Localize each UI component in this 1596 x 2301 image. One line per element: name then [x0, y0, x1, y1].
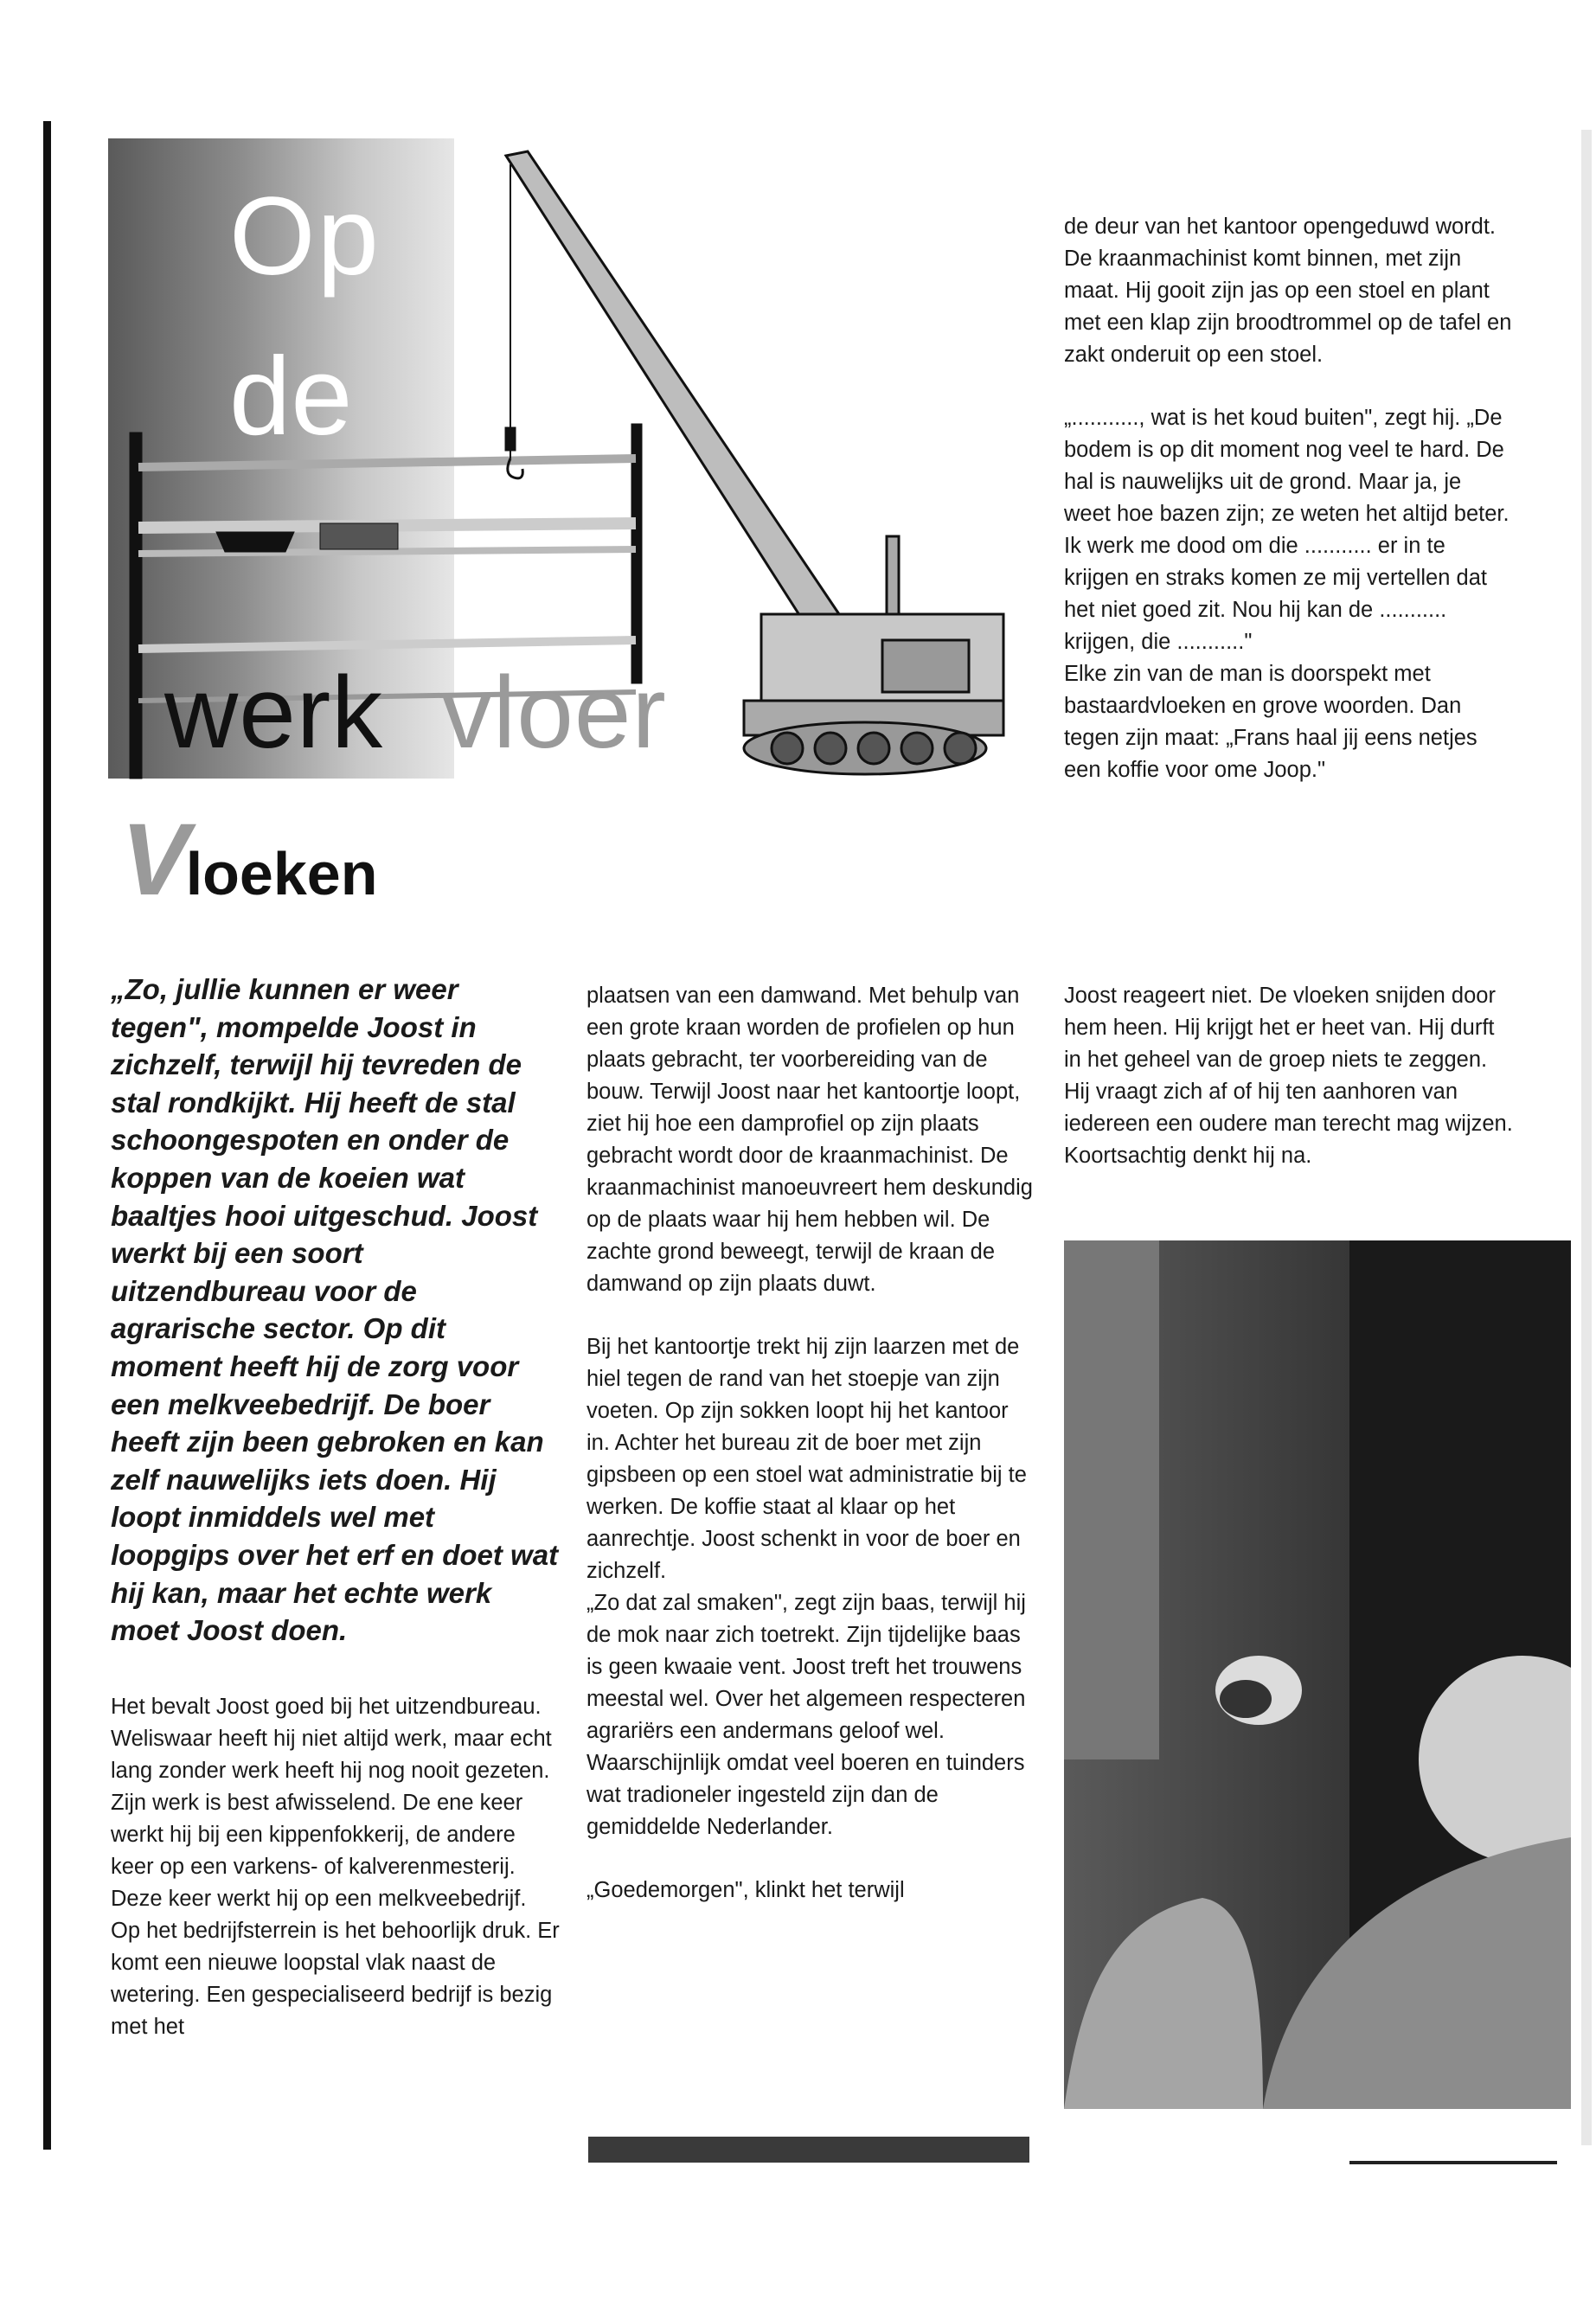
heading-rest: loeken	[185, 840, 378, 907]
masthead-title-werk: werk	[164, 656, 384, 770]
masthead-title-vloer: vloer	[441, 656, 667, 770]
body-paragraph: Elke zin van de man is doorspekt met bastaardvloeken en grove woorden. Dan tegen zijn maat: „Frans haal jij eens netjes een koffie voor ome Joop."	[1064, 662, 1477, 782]
column-1	[111, 1691, 561, 2074]
body-paragraph: „Goedemorgen", klinkt het terwijl	[586, 1878, 905, 1902]
body-paragraph: Het bevalt Joost goed bij het uitzendbureau. Weliswaar heeft hij niet altijd werk, maar echt lang zonder werk heeft hij nog nooit gezeten. Zijn werk is best afwisselend. De ene keer werkt hij bij een kippenfokkerij, de andere keer op een varkens- of kalverenmesterij. Deze keer werkt hij op een melkveebedrijf. Op het bedrijfsterrein is het behoorlijk druk. Er komt een nieuwe loopstal vlak naast de wetering. Een gespecialiseerd bedrijf is bezig met het	[111, 1695, 560, 2039]
article-photo	[1064, 1240, 1571, 2109]
column-3-continued	[1064, 980, 1514, 1203]
body-paragraph: Bij het kantoortje trekt hij zijn laarzen met de hiel tegen de rand van het stoepje van zijn voeten. Op zijn sokken loopt hij het kantoor in. Achter het bureau zit de boer met zijn gipsbeen op een stoel wat administratie bij te werken. De koffie staat al klaar op het aanrechtje. Joost schenkt in voor de boer en zichzelf.	[586, 1335, 1027, 1583]
body-paragraph: Joost reageert niet. De vloeken snijden door hem heen. Hij krijgt het er heet van. Hij durft in het geheel van de groep niets te zeggen. Hij vraagt zich af of hij ten aanhoren van iedereen een oudere man terecht mag wijzen. Koortsachtig denkt hij na.	[1064, 984, 1513, 1168]
body-paragraph: „..........., wat is het koud buiten", zegt hij. „De bodem is op dit moment nog veel te hard. De hal is nauwelijks uit de grond. Maar ja, je weet hoe bazen zijn; ze weten het altijd beter. Ik werk me dood om die ........... er in te krijgen en straks komen ze mij vertellen dat het niet goed zit. Nou hij kan de ........... krijgen, die ..........."	[1064, 406, 1509, 654]
body-paragraph: de deur van het kantoor opengeduwd wordt. De kraanmachinist komt binnen, met zijn maat. Hij gooit zijn jas op een stoel en plant met een klap zijn broodtrommel op de tafel en zakt onderuit op een stoel.	[1064, 215, 1512, 367]
body-paragraph: „Zo dat zal smaken", zegt zijn baas, terwijl hij de mok naar zich toetrekt. Zijn tijdelijke baas is geen kwaaie vent. Joost treft het trouwens meestal wel. Over het algemeen respecteren agrariërs een andermans geloof wel. Waarschijnlijk omdat veel boeren en tuinders wat tradioneler ingesteld zijn dan de gemiddelde Nederlander.	[586, 1591, 1026, 1839]
column-3	[1064, 211, 1514, 817]
masthead-title-de: de	[229, 335, 353, 458]
bottom-dark-strip	[588, 2137, 1029, 2163]
right-edge-shadow	[1581, 130, 1592, 2145]
photo-illustration	[1064, 1240, 1571, 2109]
masthead-title-op: Op	[229, 175, 381, 298]
column-2	[586, 980, 1036, 1938]
lead-paragraph: „Zo, jullie kunnen er weer tegen", mompelde Joost in zichzelf, terwijl hij tevreden de stal rondkijkt. Hij heeft de stal schoongespoten en onder de koppen van de koeien wat baaltjes hooi uitgeschud. Joost werkt bij een soort uitzendbureau voor de agrarische sector. Op dit moment heeft hij de zorg voor een melkveebedrijf. De boer heeft zijn been gebroken en kan zelf nauwelijks iets doen. Hij loopt inmiddels wel met loopgips over het erf en doet wat hij kan, maar het echte werk moet Joost doen.	[111, 973, 559, 1647]
article-heading	[121, 803, 378, 917]
body-paragraph: plaatsen van een damwand. Met behulp van een grote kraan worden de profielen op hun plaats gebracht, ter voorbereiding van de bouw. Terwijl Joost naar het kantoortje loopt, ziet hij hoe een damprofiel op zijn plaats gebracht wordt door de kraanmachinist. De kraanmachinist manoeuvreert hem deskundig op de plaats waar hij hem hebben wil. De zachte grond beweegt, terwijl de kraan de damwand op zijn plaats duwt.	[586, 984, 1033, 1296]
left-margin-bar	[43, 121, 51, 2150]
bottom-rule	[1349, 2161, 1557, 2164]
heading-drop-initial: V	[121, 803, 189, 917]
